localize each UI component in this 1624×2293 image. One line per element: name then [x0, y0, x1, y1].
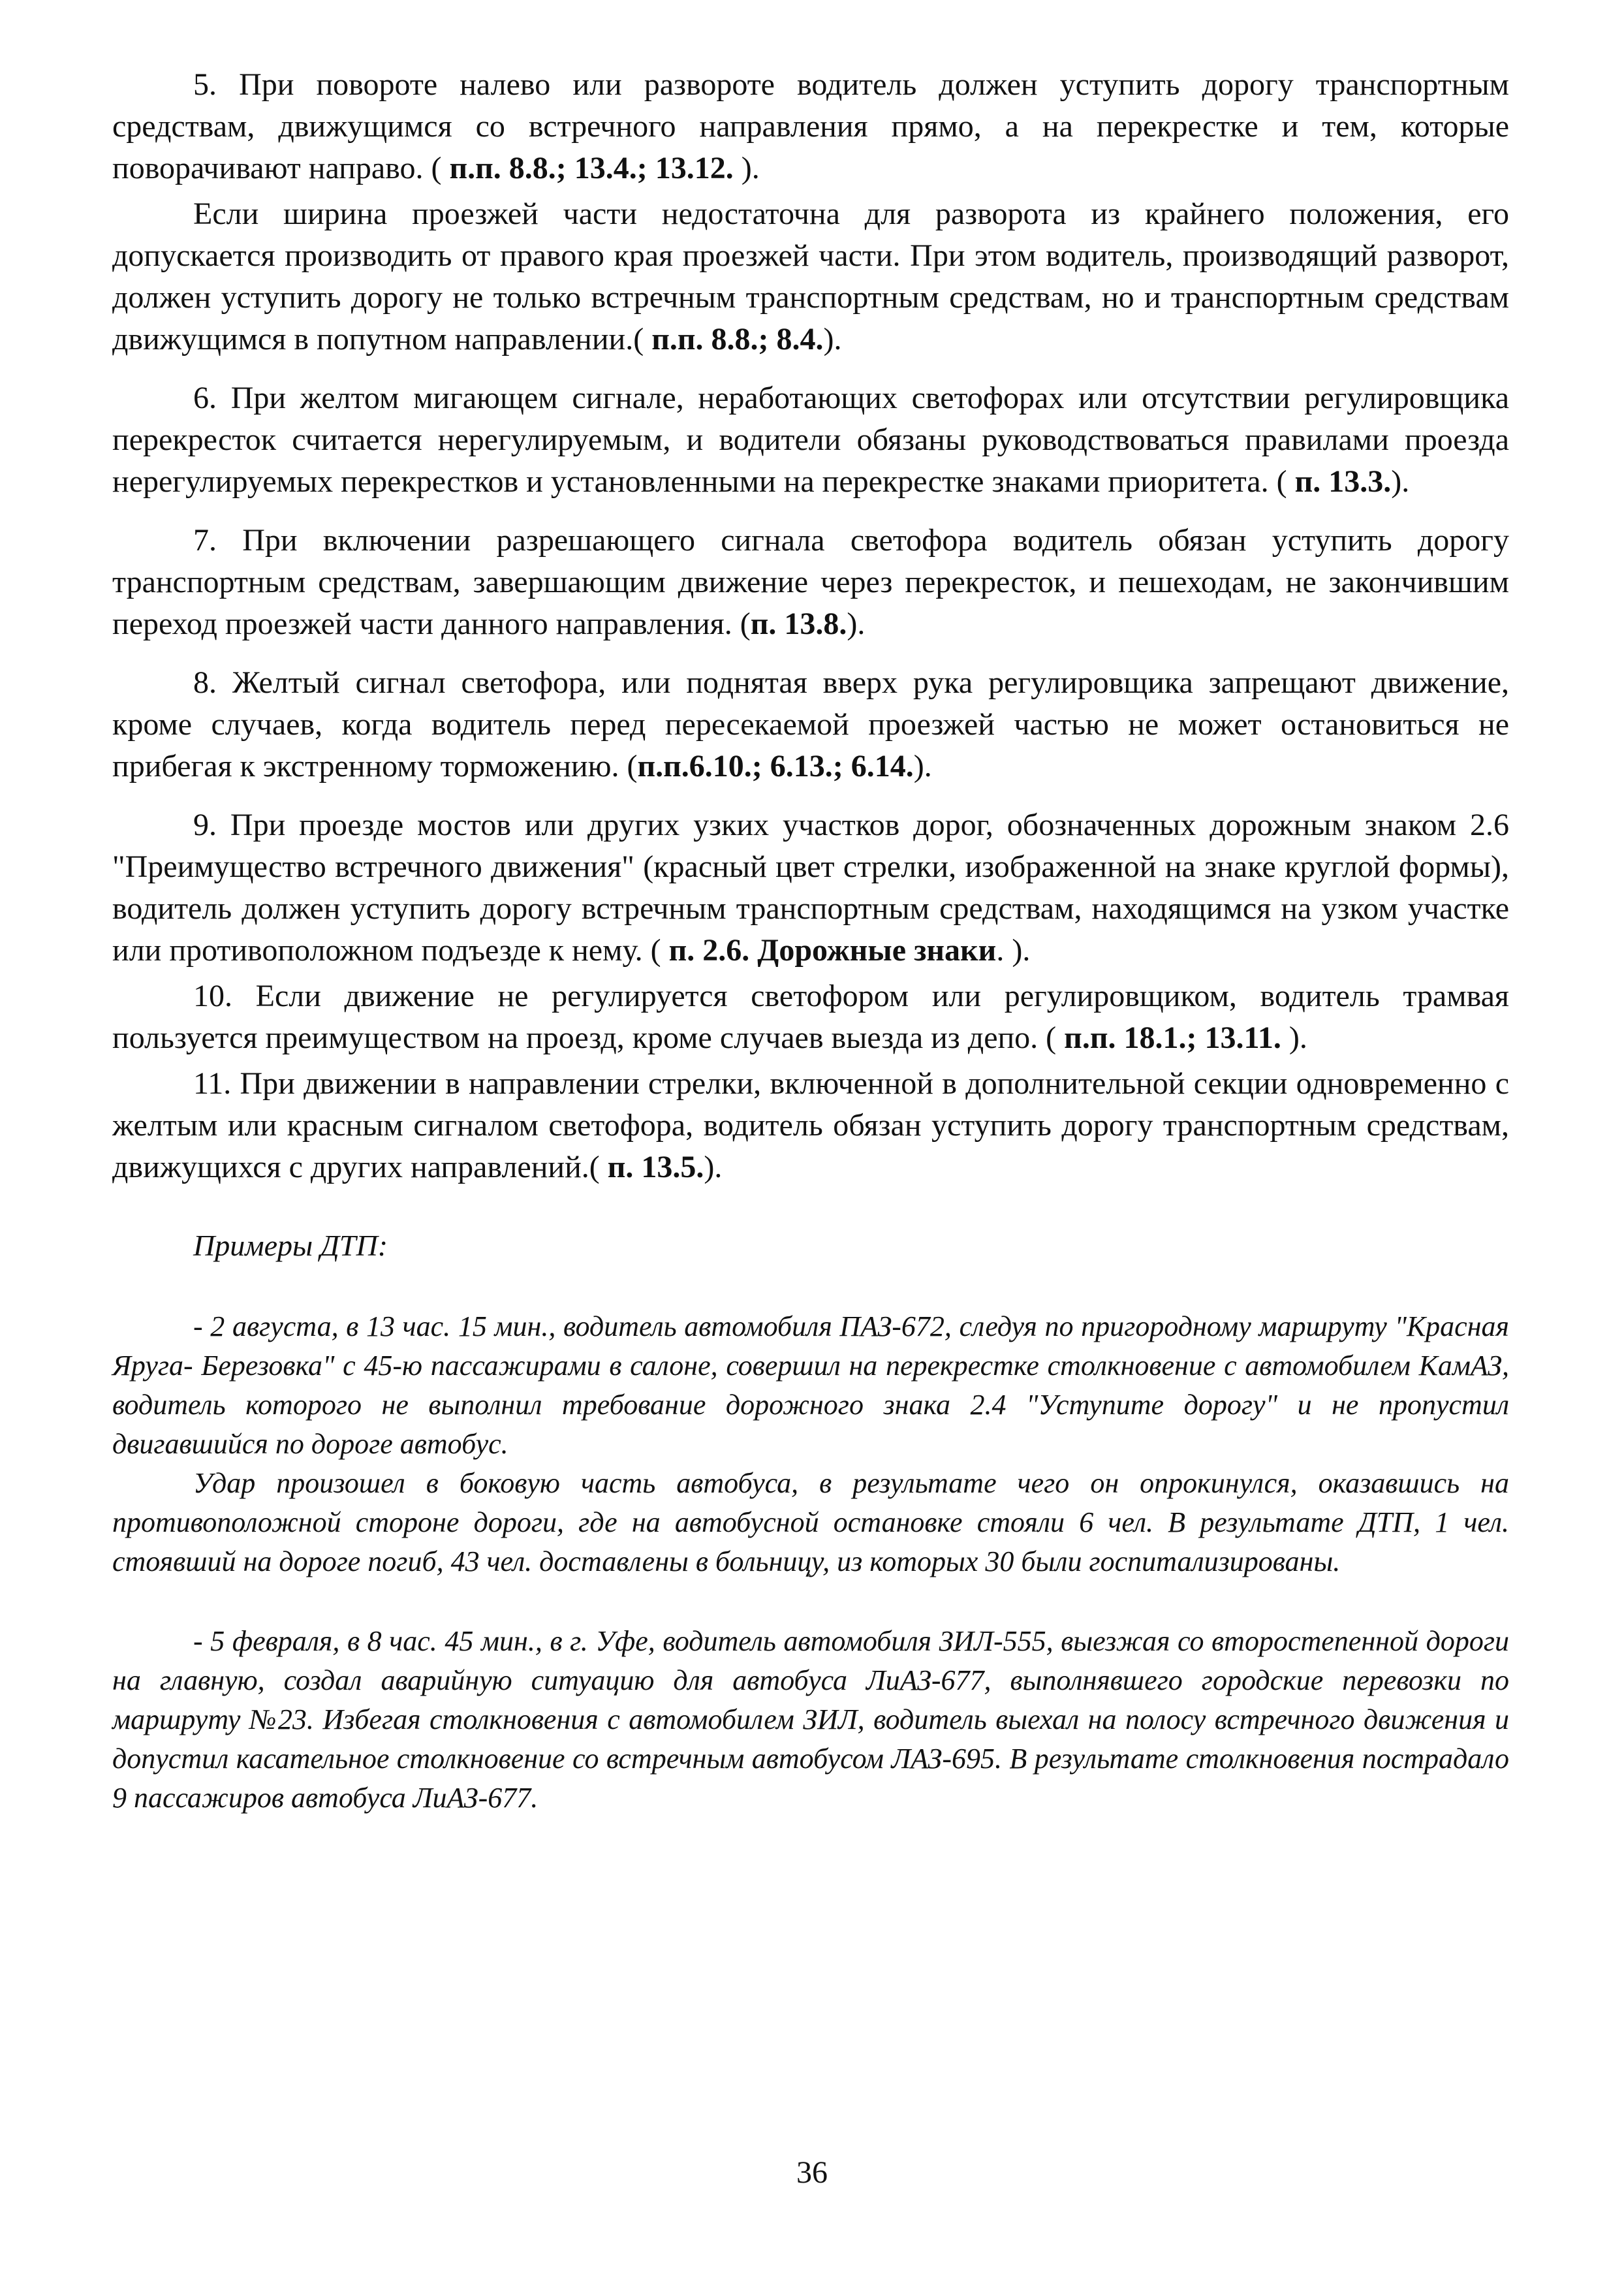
rule-reference: п.п. 18.1.; 13.11.: [1056, 1020, 1289, 1055]
example-1-continued: Удар произошел в боковую часть автобуса, в результате чего он опрокинулся, оказавшись на противоположной стороне дороги, где на автобусной остановке стояли 6 чел. В результате ДТП, 1 чел. стоявший на дороге погиб, 43 чел. доставлены в больницу, из которых 30 были госпитализированы.: [112, 1467, 1509, 1577]
examples-heading: Примеры ДТП:: [193, 1229, 388, 1262]
example-1: - 2 августа, в 13 час. 15 мин., водитель автомобиля ПАЗ-672, следуя по пригородному маршруту "Красная Яруга- Березовка" с 45-ю пассажирами в салоне, совершил на перекрестке столкновение с автомобилем КамАЗ, водитель которого не выполнил требование дорожного знака 2.4 "Уступите дорогу" и не пропустил двигавшийся по дороге автобус.: [112, 1310, 1509, 1460]
rule-reference: п.п.6.10.; 6.13.; 6.14.: [637, 749, 914, 783]
rule-reference: п. 13.5.: [599, 1150, 704, 1184]
example-2: - 5 февраля, в 8 час. 45 мин., в г. Уфе, водитель автомобиля ЗИЛ-555, выезжая со второстепенной дороги на главную, создал аварийную ситуацию для автобуса ЛиАЗ-677, выполнявшего городские перевозки по маршруту №23. Избегая столкновения с автомобилем ЗИЛ, водитель выехал на полосу встречного движения и допустил касательное столкновение со встречным автобусом ЛАЗ-695. В результате столкновения пострадало 9 пассажиров автобуса ЛиАЗ-677.: [112, 1625, 1509, 1814]
text-column: [112, 64, 1509, 1818]
rule-reference: п. 13.8.: [750, 607, 847, 641]
rule-reference: п. 2.6. Дорожные знаки: [661, 933, 997, 968]
paragraph-11: 11. При движении в направлении стрелки, включенной в дополнительной секции одновременно с желтым или красным сигналом светофора, водитель обязан уступить дорогу транспортным средствам, движущихся с других направлений.( п. 13.5.).: [112, 1066, 1509, 1184]
paragraph-8: 8. Желтый сигнал светофора, или поднятая вверх рука регулировщика запрещают движение, кроме случаев, когда водитель перед пересекаемой проезжей частью не может остановиться не прибегая к экстренному торможению. (п.п.6.10.; 6.13.; 6.14.).: [112, 665, 1509, 783]
rule-reference: п.п. 8.8.; 13.4.; 13.12.: [441, 151, 742, 185]
paragraph-5: 5. При повороте налево или развороте водитель должен уступить дорогу транспортным средствам, движущимся со встречного направления прямо, а на перекрестке и тем, которые поворачивают направо. ( п.п. 8.8.; 13.4.; 13.12. ).: [112, 67, 1509, 185]
rule-reference: п.п. 8.8.; 8.4.: [644, 322, 824, 356]
paragraph-5-continued: Если ширина проезжей части недостаточна для разворота из крайнего положения, его допускается производить от правого края проезжей части. При этом водитель, производящий разворот, должен уступить дорогу не только встречным транспортным средствам, но и транспортным средствам движущимся в попутном направлении.( п.п. 8.8.; 8.4.).: [112, 197, 1509, 356]
rule-reference: п. 13.3.: [1287, 464, 1392, 499]
page-number: 36: [796, 2155, 828, 2190]
paragraph-10: 10. Если движение не регулируется светофором или регулировщиком, водитель трамвая пользуется преимуществом на проезд, кроме случаев выезда из депо. ( п.п. 18.1.; 13.11. ).: [112, 979, 1509, 1055]
paragraph-7: 7. При включении разрешающего сигнала светофора водитель обязан уступить дорогу транспортным средствам, завершающим движение через перекресток, и пешеходам, не закончившим переход проезжей части данного направления. (п. 13.8.).: [112, 523, 1509, 641]
paragraph-9: 9. При проезде мостов или других узких участков дорог, обозначенных дорожным знаком 2.6 "Преимущество встречного движения" (красный цвет стрелки, изображенной на знаке круглой формы), водитель должен уступить дорогу встречным транспортным средствам, находящимся на узком участке или противоположном подъезде к нему. ( п. 2.6. Дорожные знаки. ).: [112, 808, 1509, 968]
paragraph-6: 6. При желтом мигающем сигнале, неработающих светофорах или отсутствии регулировщика перекресток считается нерегулируемым, и водители обязаны руководствоваться правилами проезда нерегулируемых перекрестков и установленными на перекрестке знаками приоритета. ( п. 13.3.).: [112, 381, 1509, 499]
